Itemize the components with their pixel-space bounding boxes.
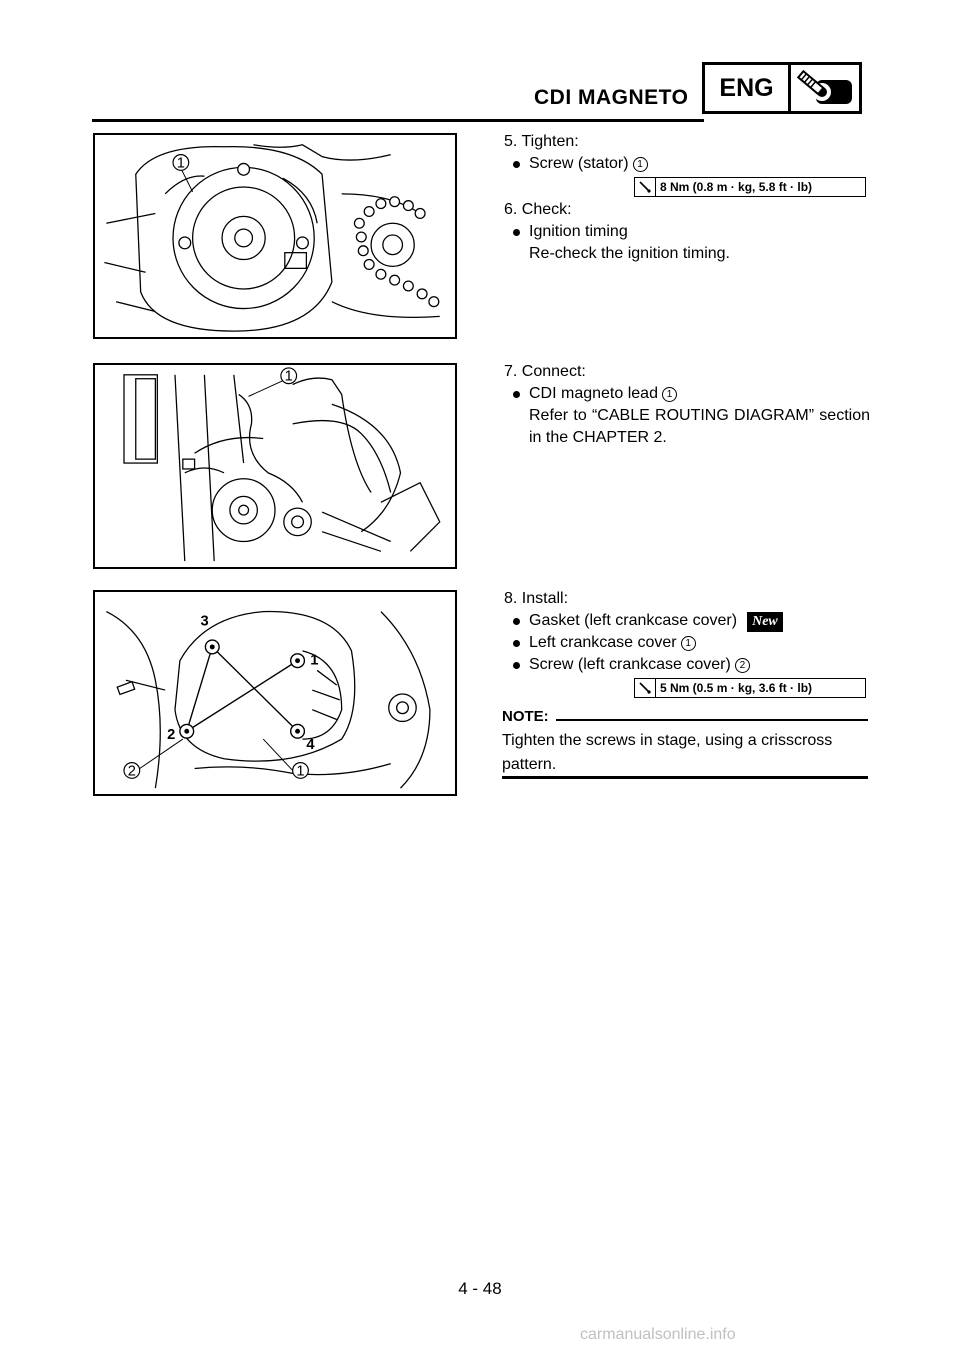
torque-spec [634, 177, 866, 197]
step-item [507, 383, 870, 405]
step-6 [502, 199, 870, 265]
item-text: Screw (stator) [529, 155, 629, 172]
step-subtext: Refer to “CABLE ROUTING DIAGRAM” section in the CHAPTER 2. [529, 407, 870, 446]
note-rule [556, 719, 868, 721]
note-rule [502, 776, 868, 779]
figure-callout: 4 [306, 736, 315, 753]
step-heading: 7. Connect: [504, 363, 586, 380]
step-item [507, 153, 870, 175]
engine-wrench-icon [791, 65, 859, 111]
item-text: Screw (left crankcase cover) [529, 656, 731, 673]
item-text: CDI magneto lead [529, 385, 658, 402]
step-item [507, 610, 870, 632]
note-heading: NOTE: [502, 708, 549, 725]
item-text: Gasket (left crankcase cover) [529, 612, 738, 629]
step-subtext: Re-check the ignition timing. [529, 245, 730, 262]
new-part-badge: New [747, 612, 783, 632]
step-8 [502, 588, 870, 676]
step-7 [502, 361, 870, 449]
figure-callout: 1 [310, 652, 319, 669]
figure-callout: 2 [127, 763, 136, 780]
item-ref: 1 [681, 636, 696, 651]
item-ref: 1 [662, 387, 677, 402]
torque-wrench-icon [635, 178, 656, 196]
item-text: Ignition timing [529, 223, 628, 240]
chapter-badge [702, 62, 862, 114]
step-item [507, 221, 870, 243]
step-5 [502, 131, 870, 175]
stator-figure [93, 133, 457, 339]
step-item [507, 654, 870, 676]
crankcase-cover-figure [93, 590, 457, 796]
header-rule [92, 119, 704, 122]
figure-callout: 1 [296, 763, 305, 780]
watermark: carmanualsonline.info [580, 1326, 736, 1343]
cdi-lead-figure [93, 363, 457, 569]
page-number: 4 - 48 [458, 1279, 502, 1298]
item-text: Left crankcase cover [529, 634, 677, 651]
step-heading: 8. Install: [504, 590, 569, 607]
section-title: CDI MAGNETO [534, 86, 689, 109]
torque-spec [634, 678, 866, 698]
torque-value: 8 Nm (0.8 m · kg, 5.8 ft · lb) [660, 180, 813, 194]
item-ref: 2 [735, 658, 750, 673]
step-heading: 5. Tighten: [504, 133, 579, 150]
figure-callout: 3 [200, 613, 209, 630]
torque-wrench-icon [635, 679, 656, 697]
step-item [507, 632, 870, 654]
torque-value: 5 Nm (0.5 m · kg, 3.6 ft · lb) [660, 681, 813, 695]
figure-callout: 1 [284, 368, 293, 385]
step-heading: 6. Check: [504, 201, 572, 218]
figure-callout: 2 [167, 727, 176, 744]
chapter-label: ENG [705, 65, 791, 111]
figure-callout: 1 [176, 155, 185, 172]
item-ref: 1 [633, 157, 648, 172]
note-text: Tighten the screws in stage, using a crisscross pattern. [502, 732, 833, 773]
